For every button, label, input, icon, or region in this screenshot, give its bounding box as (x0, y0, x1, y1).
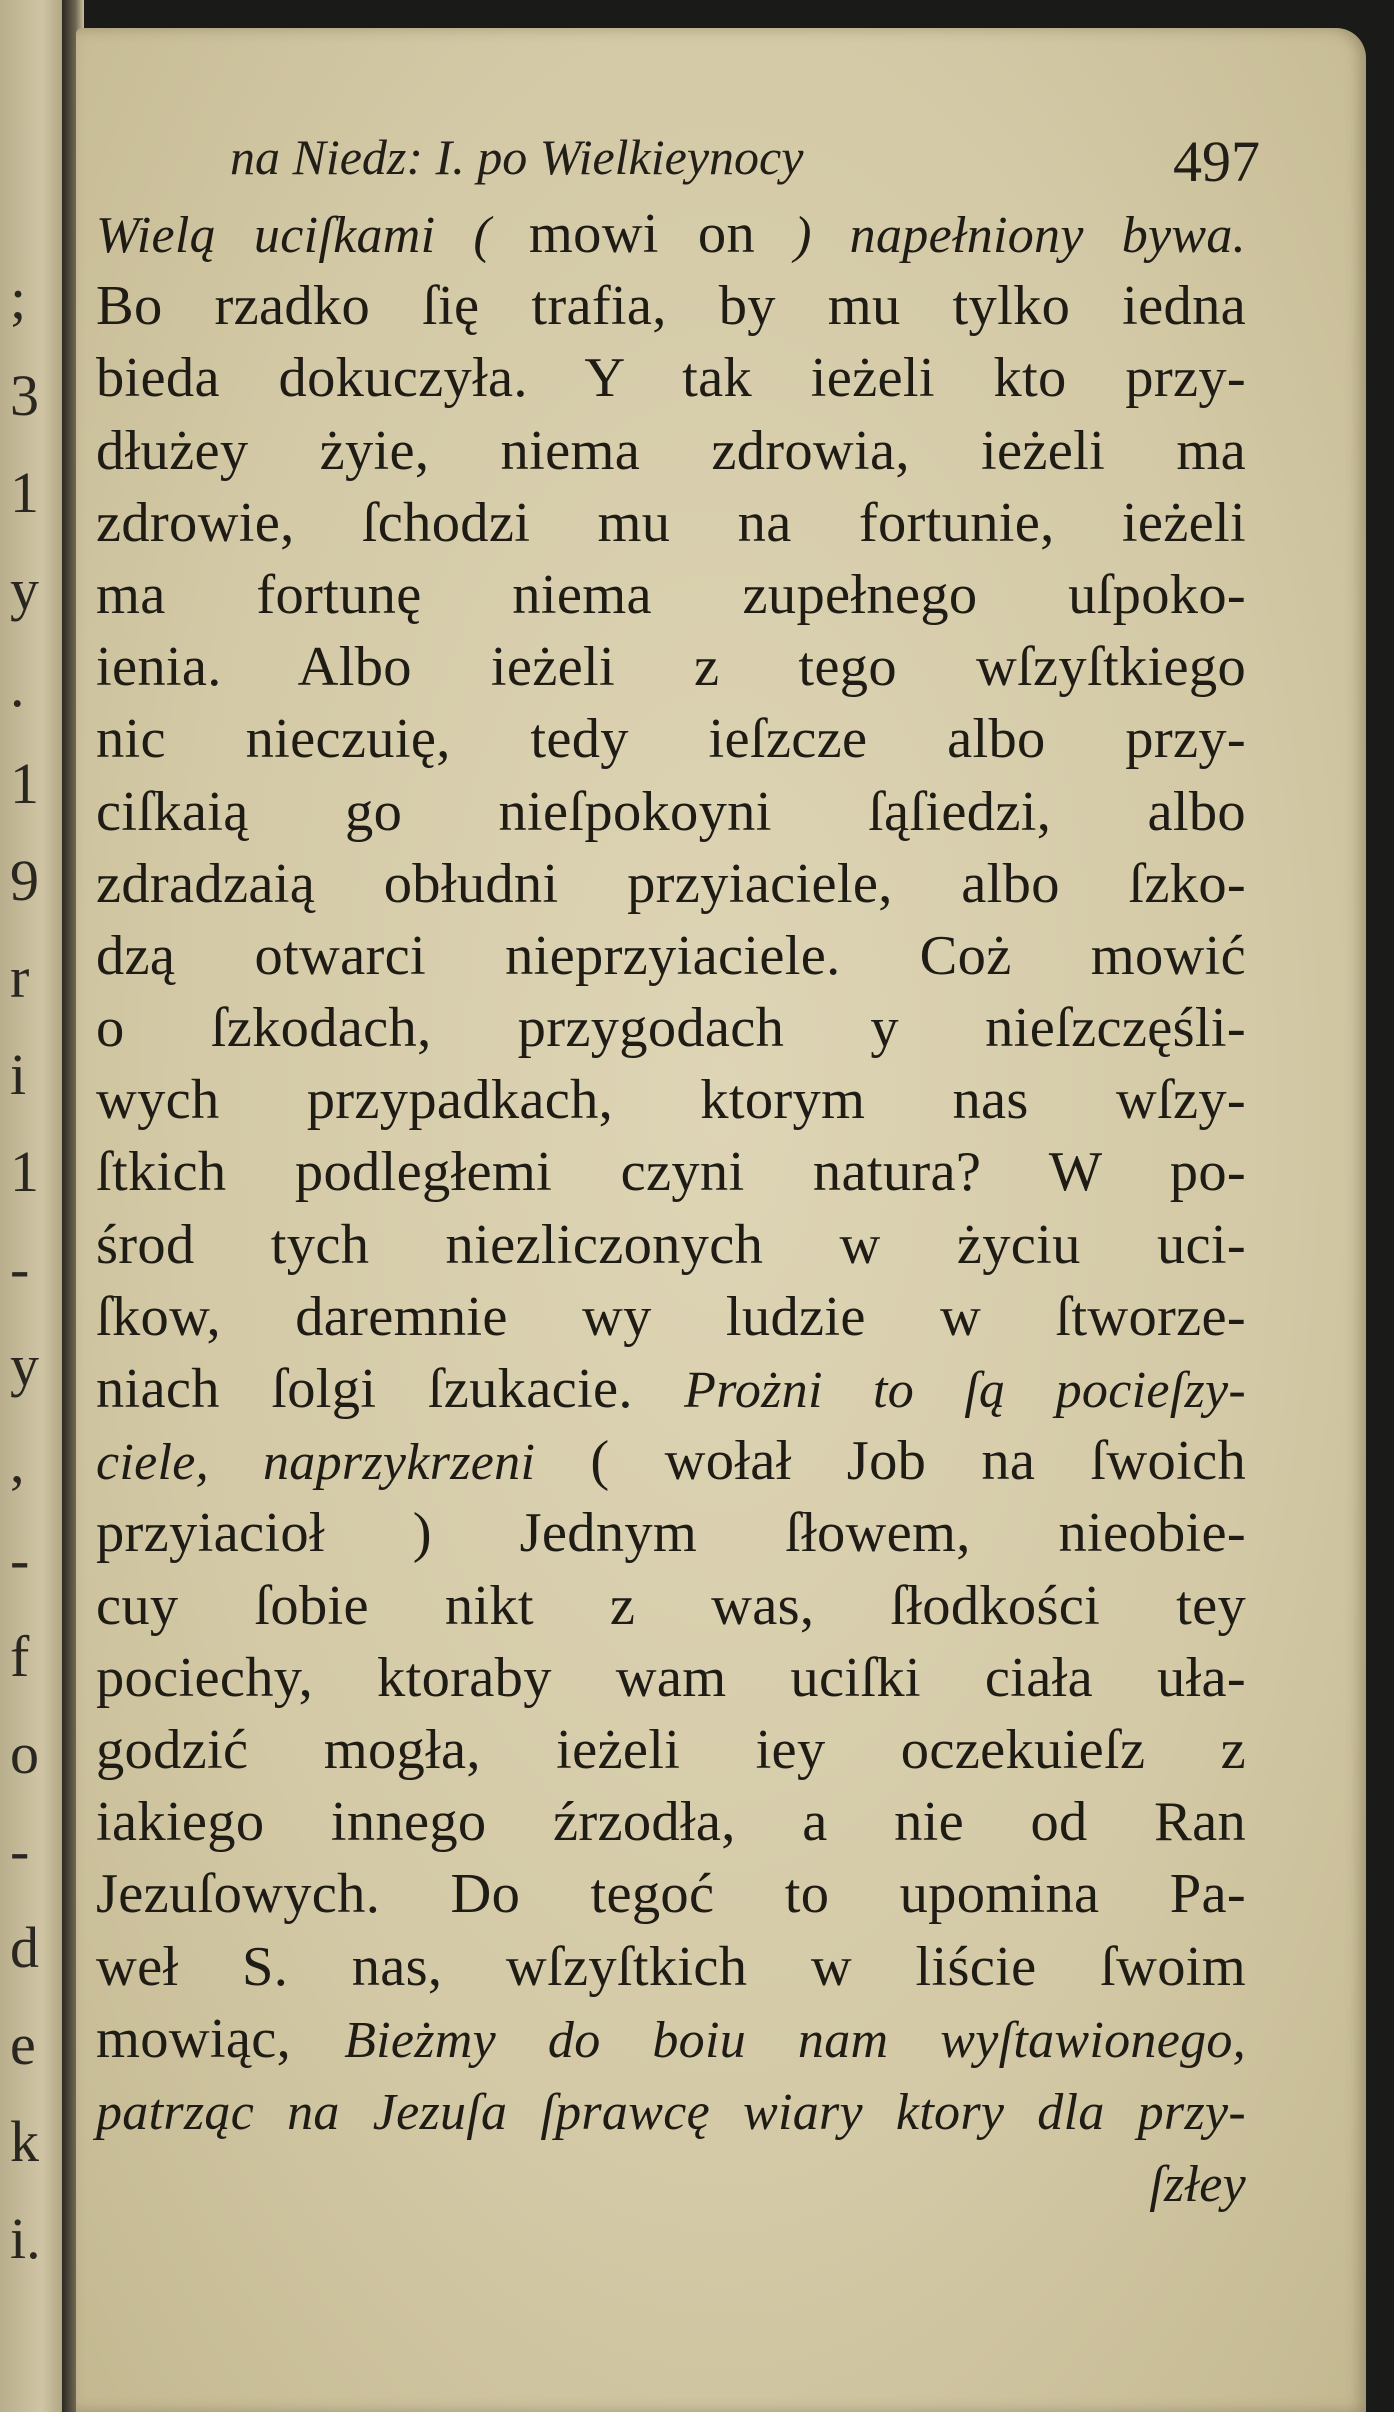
previous-page-letter: 1 (10, 460, 39, 525)
roman-text: bieda dokuczyła. Y tak ieżeli kto przy- (96, 347, 1246, 410)
roman-text: dzą otwarci nieprzyiaciele. Coż mowić (96, 924, 1246, 987)
text-line (96, 1281, 1246, 1353)
roman-text: niach ſolgi ſzukacie. (96, 1358, 685, 1420)
previous-page-letter: d (10, 1915, 39, 1980)
italic-text: ciele, naprzykrzeni (96, 1434, 536, 1492)
text-line (96, 559, 1246, 631)
roman-text: mowi on (528, 203, 795, 265)
roman-text: przyiacioł ) Jednym ſłowem, nieobie- (96, 1502, 1246, 1565)
text-line (96, 703, 1246, 775)
previous-page-letter: i. (10, 2206, 41, 2271)
roman-text: ( wołał Job na ſwoich (535, 1430, 1247, 1493)
roman-text: zdradzaią obłudni przyiaciele, albo ſzko- (96, 852, 1246, 915)
roman-text: dłużey żyie, niema zdrowia, ieżeli ma (96, 419, 1246, 482)
roman-text: ienia. Albo ieżeli z tego wſzyſtkiego (96, 636, 1246, 699)
text-line (96, 1353, 1246, 1425)
roman-text: mowiąc, (96, 2007, 345, 2070)
previous-page-letter: 3 (10, 363, 39, 428)
text-line (96, 1425, 1246, 1497)
italic-text: patrząc na Jezuſa ſprawcę wiary ktory dla przy- (96, 2083, 1246, 2141)
roman-text: ciſkaią go nieſpokoyni ſąſiedzi, albo (96, 780, 1246, 843)
roman-text: pociechy, ktoraby wam uciſki ciała uła- (96, 1646, 1246, 1709)
text-line (96, 2147, 1246, 2219)
text-line (96, 1858, 1246, 1930)
roman-text: wych przypadkach, ktorym nas wſzy- (96, 1069, 1246, 1132)
previous-page-letter: . (10, 654, 25, 719)
roman-text: ſtkich podległemi czyni natura? W po- (96, 1141, 1246, 1204)
italic-text: Wielą uciſkami ( (96, 207, 529, 264)
previous-page-letter: 9 (10, 848, 39, 913)
previous-page-letter: y (10, 1333, 39, 1398)
text-line (96, 487, 1246, 559)
roman-text: Bo rzadko ſię trafia, by mu tylko iedna (96, 275, 1246, 338)
text-line (96, 1642, 1246, 1714)
roman-text: weł S. nas, wſzyſtkich w liście ſwoim (96, 1935, 1246, 1998)
roman-text: godzić mogła, ieżeli iey oczekuieſz z (96, 1718, 1246, 1781)
text-line (96, 848, 1246, 920)
roman-text: iakiego innego źrzodła, a nie od Ran (96, 1791, 1246, 1854)
previous-page-letter: - (10, 1236, 30, 1301)
roman-text: o ſzkodach, przygodach y nieſzczęśli- (96, 997, 1246, 1060)
previous-page-letters (0, 0, 70, 2412)
text-line (96, 2075, 1246, 2147)
previous-page-letter: - (10, 1527, 30, 1592)
roman-text: Jezuſowych. Do tegoć to upomina Pa- (96, 1863, 1246, 1926)
previous-page-letter: i (10, 1042, 27, 1107)
text-line (96, 992, 1246, 1064)
text-line (96, 198, 1246, 270)
text-line (96, 920, 1246, 992)
text-line (96, 1209, 1246, 1281)
previous-page-letter: 1 (10, 1139, 39, 1204)
italic-text: ) napełniony bywa. (794, 207, 1246, 264)
text-line (96, 1497, 1246, 1569)
previous-page-letter: f (10, 1624, 30, 1689)
text-line (96, 776, 1246, 848)
page-number: 497 (1173, 129, 1260, 194)
italic-text: ſzłey (1149, 2156, 1246, 2214)
text-line (96, 1570, 1246, 1642)
text-line (96, 2003, 1246, 2075)
italic-text: Prożni to ſą pocieſzy- (684, 1362, 1246, 1419)
page-header (150, 128, 1260, 208)
text-line (96, 1064, 1246, 1136)
italic-text: Bieżmy do boiu nam wyſtawionego, (344, 2011, 1246, 2069)
roman-text: cuy ſobie nikt z was, ſłodkości tey (96, 1574, 1246, 1637)
previous-page-letter: 1 (10, 751, 39, 816)
previous-page-letter: r (10, 945, 30, 1010)
roman-text: ma fortunę niema zupełnego uſpoko- (96, 563, 1246, 626)
previous-page-letter: y (10, 557, 39, 622)
text-line (96, 415, 1246, 487)
text-line (96, 1786, 1246, 1858)
previous-page-letter: o (10, 1721, 39, 1786)
text-line (96, 1931, 1246, 2003)
previous-page-letter: k (10, 2109, 39, 2174)
roman-text: ſkow, daremnie wy ludzie w ſtworze- (96, 1285, 1246, 1348)
text-line (96, 631, 1246, 703)
previous-page-letter: ; (10, 266, 27, 331)
text-line (96, 270, 1246, 342)
running-head: na Niedz: I. po Wielkieynocy (230, 129, 804, 185)
roman-text: nic nieczuię, tedy ieſzcze albo przy- (96, 708, 1246, 771)
previous-page-letter: e (10, 2012, 36, 2077)
text-line (96, 342, 1246, 414)
roman-text: środ tych niezliczonych w życiu uci- (96, 1213, 1246, 1276)
text-line (96, 1714, 1246, 1786)
previous-page-letter: , (10, 1430, 25, 1495)
text-line (96, 1136, 1246, 1208)
body-text (96, 198, 1246, 2219)
previous-page-letter: - (10, 1818, 30, 1883)
roman-text: zdrowie, ſchodzi mu na fortunie, ieżeli (96, 491, 1246, 554)
